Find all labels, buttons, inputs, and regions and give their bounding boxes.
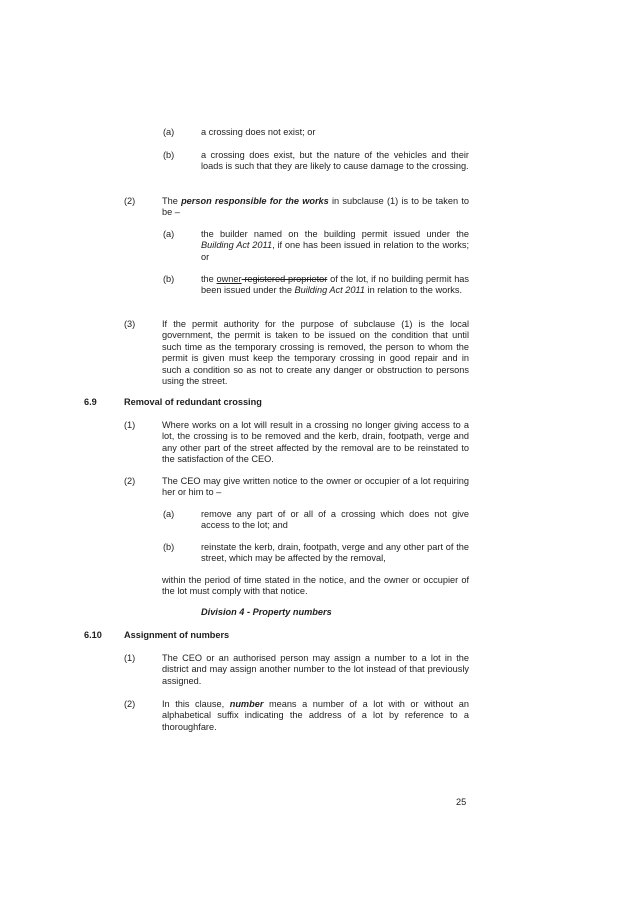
section-number: 6.10 — [84, 630, 102, 640]
subclause-2b-label: (b) — [163, 274, 175, 284]
subclause-2b-text: the owner registered proprietor of the lot, if no building permit has been issued under the Building Act 2011 in relation to the works. — [201, 274, 470, 296]
subclause-1-text: The CEO or an authorised person may assign a number to a lot in the district and may assign another number to the lot instead of that previously assigned. — [162, 653, 469, 686]
section-heading: Assignment of numbers — [124, 630, 230, 640]
subclause-2a-text: the builder named on the building permit issued under the Building Act 2011, if one has been issued in relation to the works; or — [201, 229, 469, 262]
inserted-text: owner — [216, 274, 242, 284]
subclause-1-label: (1) — [124, 653, 136, 663]
struck-text: registered proprietor — [241, 274, 328, 284]
defined-term: person responsible for the works — [181, 196, 329, 206]
item-a-text: a crossing does not exist; or — [201, 127, 316, 137]
subclause-3-text: If the permit authority for the purpose of subclause (1) is the local government, the permit is taken to be issued on the condition that until such time as the temporary crossing is removed, the person to whom the permit is given must keep the temporary crossing in good repair and in such a condition so as not to create any danger or obstruction to persons using the street. — [162, 319, 469, 387]
subclause-3-label: (3) — [124, 319, 136, 329]
item-b-text: reinstate the kerb, drain, footpath, verge and any other part of the street, which may be affected by the removal, — [201, 542, 469, 564]
subclause-1-label: (1) — [124, 420, 136, 430]
defined-term: number — [229, 699, 264, 709]
section-number: 6.9 — [84, 397, 97, 407]
section-heading: Removal of redundant crossing — [124, 397, 262, 407]
subclause-2-text: The person responsible for the works in subclause (1) is to be taken to be – — [162, 196, 469, 218]
subclause-2a-label: (a) — [163, 229, 175, 239]
subclause-2-text: The CEO may give written notice to the owner or occupier of a lot requiring her or him to – — [162, 476, 469, 498]
division-heading: Division 4 - Property numbers — [201, 607, 332, 617]
subclause-2-label: (2) — [124, 476, 136, 486]
closing-paragraph: within the period of time stated in the notice, and the owner or occupier of the lot must comply with that notice. — [162, 575, 469, 597]
subclause-2-label: (2) — [124, 699, 136, 709]
subclause-2-label: (2) — [124, 196, 136, 206]
subclause-2-text: In this clause, number means a number of a lot with or without an alphabetical suffix indicating the address of a lot by reference to a thoroughfare. — [162, 699, 469, 732]
item-a-label: (a) — [163, 127, 175, 137]
item-a-text: remove any part of or all of a crossing which does not give access to the lot; and — [201, 509, 469, 531]
item-b-label: (b) — [163, 150, 175, 160]
item-b-label: (b) — [163, 542, 175, 552]
item-a-label: (a) — [163, 509, 175, 519]
page-number: 25 — [456, 797, 467, 807]
item-b-text: a crossing does exist, but the nature of the vehicles and their loads is such that they are likely to cause damage to the crossing. — [201, 150, 469, 172]
subclause-1-text: Where works on a lot will result in a crossing no longer giving access to a lot, the crossing is to be removed and the kerb, drain, footpath, verge and any other part of the street affected by the removal are to be reinstated to the satisfaction of the CEO. — [162, 420, 469, 465]
